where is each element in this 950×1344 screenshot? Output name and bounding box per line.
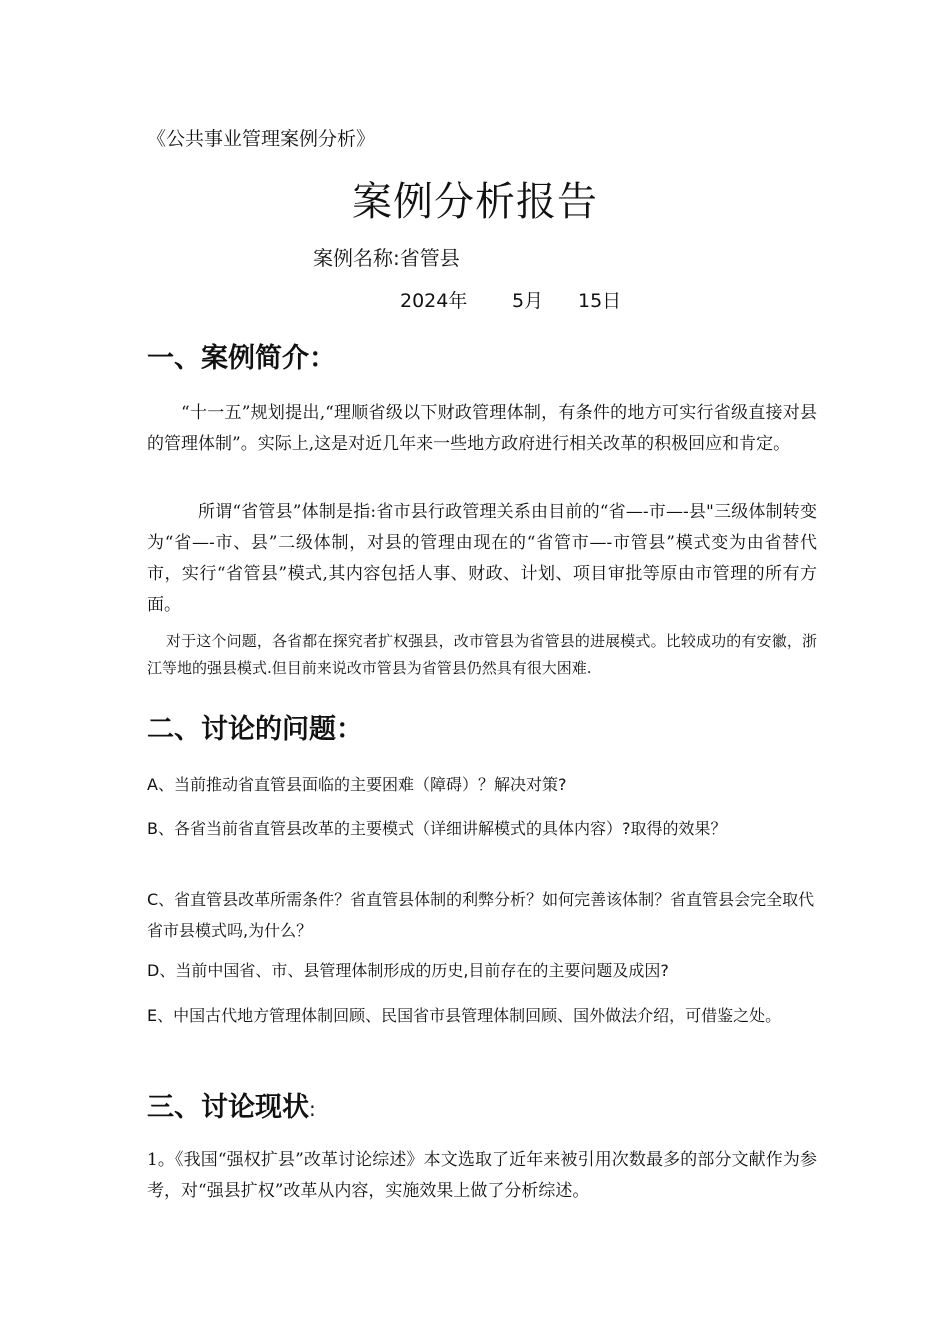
section-heading-status-text: 三、讨论现状 bbox=[147, 1092, 309, 1123]
intro-paragraph-3: 对于这个问题，各省都在探究者扩权强县，改市管县为省管县的进展模式。比较成功的有安徽，浙江等地的强县模式.但目前来说改市管县为省管县仍然具有很大困难. bbox=[147, 632, 817, 677]
report-date bbox=[400, 286, 621, 313]
section-heading-status bbox=[147, 1085, 316, 1124]
question-item: E、中国古代地方管理体制回顾、民国省市县管理体制回顾、国外做法介绍，可借鉴之处。 bbox=[147, 1006, 782, 1025]
date-day: 15日 bbox=[578, 290, 622, 312]
section-heading-intro: 一、案例简介： bbox=[147, 343, 336, 374]
course-title: 《公共事业管理案例分析》 bbox=[147, 128, 376, 150]
report-title: 案例分析报告 bbox=[352, 179, 598, 225]
date-year: 2024年 bbox=[400, 290, 468, 312]
question-item: C、省直管县改革所需条件？省直管县体制的利弊分析？如何完善该体制？省直管县会完全取代省市县模式吗,为什么？ bbox=[147, 890, 815, 940]
section-heading-questions: 二、讨论的问题： bbox=[147, 714, 363, 745]
date-month: 5月 bbox=[512, 290, 544, 312]
status-paragraph-1: 1。《我国“强权扩县”改革讨论综述》本文选取了近年来被引用次数最多的部分文献作为参考，对“强县扩权”改革从内容，实施效果上做了分析综述。 bbox=[147, 1150, 817, 1201]
intro-paragraph-2: 所谓“省管县”体制是指:省市县行政管理关系由目前的“省—-市—-县"三级体制转变为“省—-市、县”二级体制，对县的管理由现在的“省管市—-市管县”模式变为由省替代市，实行“省管县”模式,其内容包括人事、财政、计划、项目审批等原由市管理的所有方面。 bbox=[147, 502, 817, 615]
case-name: 案例名称:省管县 bbox=[313, 246, 460, 270]
section-heading-status-colon: : bbox=[309, 1097, 316, 1121]
intro-paragraph-1: “十一五”规划提出,“理顺省级以下财政管理体制，有条件的地方可实行省级直接对县的管理体制”。实际上,这是对近几年来一些地方政府进行相关改革的积极回应和肯定。 bbox=[147, 403, 817, 454]
question-item: B、各省当前省直管县改革的主要模式（详细讲解模式的具体内容）?取得的效果？ bbox=[147, 819, 727, 838]
question-item: A、当前推动省直管县面临的主要困难（障碍）？解决对策? bbox=[147, 775, 567, 794]
question-item: D、当前中国省、市、县管理体制形成的历史,目前存在的主要问题及成因? bbox=[147, 961, 669, 980]
